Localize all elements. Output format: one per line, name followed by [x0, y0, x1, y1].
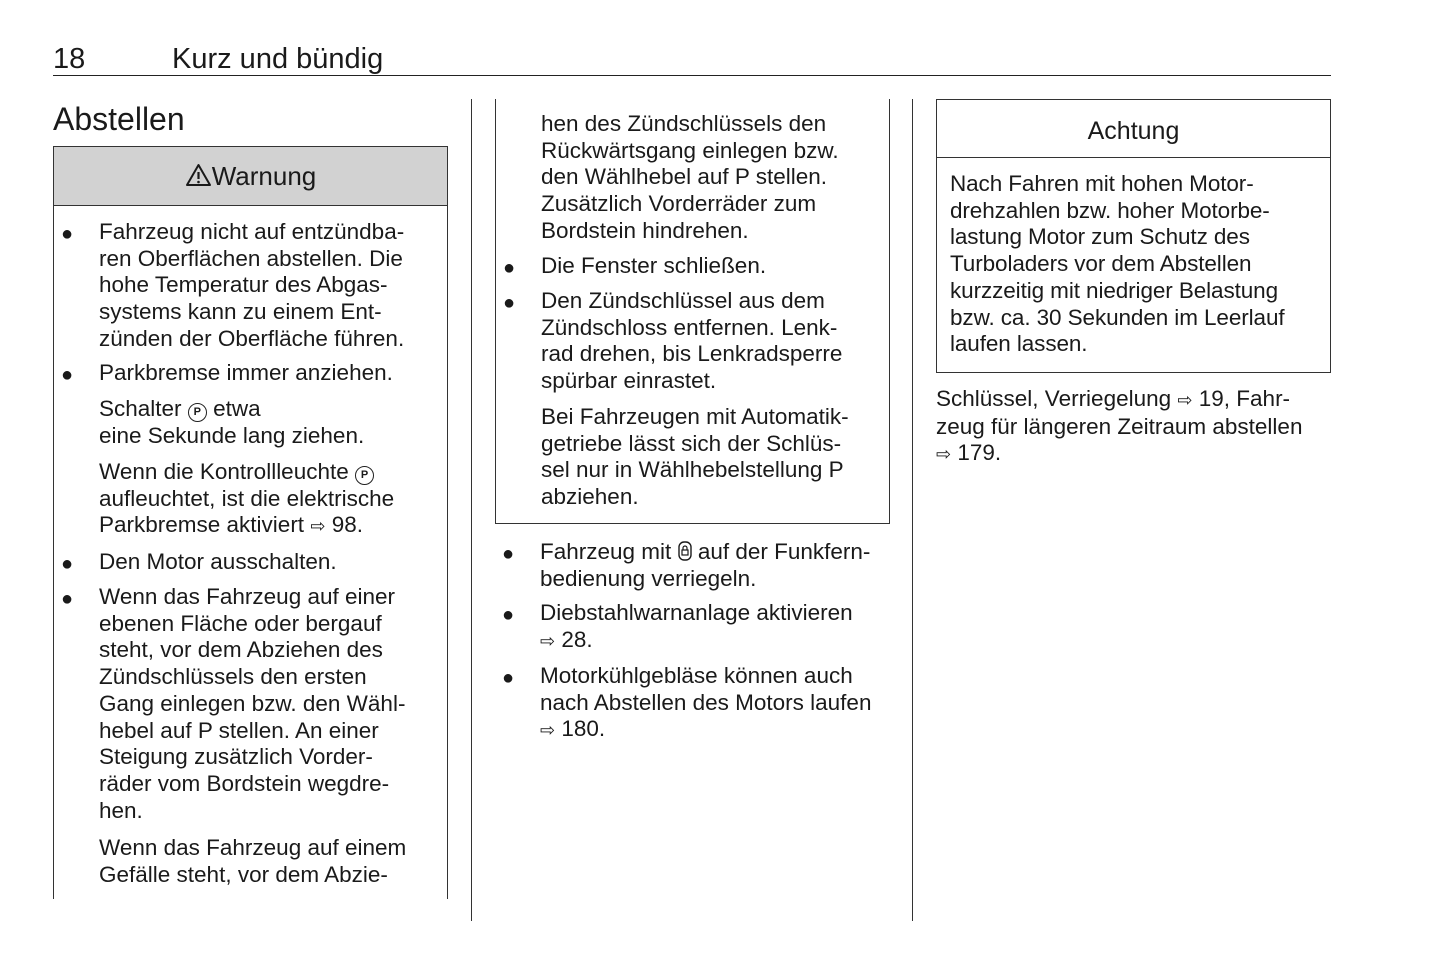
- warning-item-level-ground: Wenn das Fahrzeug auf einer ebenen Fläche oder bergauf steht, vor dem Abziehen des Zündschlüssels den ersten Gang einlegen bzw. den Wähl- hebel auf P stellen. An einer Steigung zusätzlich Vorder- räder vom Bordstein wegdre- hen.: [99, 584, 406, 823]
- page-number: 18: [53, 43, 86, 75]
- page-reference-179[interactable]: 179.: [957, 440, 1002, 466]
- remote-lock-icon: [678, 541, 692, 561]
- warning-automatic-paragraph: Bei Fahrzeugen mit Automatik- getriebe lässt sich der Schlüs- sel nur in Wählhebelstellung P abziehen.: [541, 404, 849, 510]
- page-reference-180[interactable]: 180.: [561, 716, 606, 742]
- bullet-icon: ●: [61, 588, 74, 610]
- page-reference-28[interactable]: 28.: [561, 626, 593, 652]
- warning-box: [53, 146, 448, 899]
- caution-box: [936, 99, 1331, 373]
- warning-item-engine-off: Den Motor ausschalten.: [99, 549, 337, 574]
- parkbrake-lamp-text: Wenn die Kontrollleuchte P aufleuchtet, ist die elektrische Parkbremse aktiviert ⇨ 98.: [99, 459, 394, 540]
- chapter-title: Kurz und bündig: [172, 43, 384, 75]
- reference-arrow-icon: ⇨: [1177, 390, 1193, 410]
- item-cooling-fans: Motorkühlgebläse können auch nach Abstellen des Motors laufen ⇨ 180.: [540, 663, 871, 744]
- section-title: Abstellen: [53, 101, 185, 137]
- warning-slope-continued: hen des Zündschlüssels den Rückwärtsgang einlegen bzw. den Wählhebel auf P stellen. Zusätzlich Vorderräder zum Bordstein hindrehen.: [541, 111, 839, 243]
- reference-arrow-icon: ⇨: [540, 720, 556, 741]
- warning-triangle-icon: [185, 163, 212, 187]
- column-divider-1: [471, 99, 472, 921]
- warning-item-parkbrake: Parkbremse immer anziehen.: [99, 360, 393, 385]
- bullet-icon: ●: [502, 543, 515, 565]
- caution-text: Nach Fahren mit hohen Motor- drehzahlen bzw. hoher Motorbe- lastung Motor zum Schutz des Turboladers vor dem Abstellen kurzzeitig mit niedriger Belastung bzw. ca. 30 Sekunden im Leerlauf laufen lassen.: [950, 171, 1285, 357]
- warning-item-surfaces: Fahrzeug nicht auf entzündba- ren Oberflächen abstellen. Die hohe Temperatur des Abgas- systems kann zu einem Ent- zünden der Oberfläche führen.: [99, 219, 405, 351]
- column-divider-2: [912, 99, 913, 921]
- parking-brake-icon: P: [188, 403, 207, 422]
- caution-header: [937, 100, 1330, 158]
- warning-title: Warnung: [211, 161, 317, 191]
- warning-header: [54, 147, 447, 206]
- bullet-icon: ●: [61, 223, 74, 245]
- bullet-icon: ●: [502, 667, 515, 689]
- bullet-icon: ●: [503, 257, 516, 279]
- reference-arrow-icon: ⇨: [310, 516, 326, 537]
- cross-references: Schlüssel, Verriegelung ⇨ 19, Fahr- zeug für längeren Zeitraum abstellen ⇨ 179.: [936, 386, 1302, 468]
- item-alarm: Diebstahlwarnanlage aktivieren ⇨ 28.: [540, 600, 853, 654]
- reference-arrow-icon: ⇨: [936, 444, 952, 465]
- warning-item-windows: Die Fenster schließen.: [541, 253, 767, 278]
- page-reference-98[interactable]: 98.: [331, 512, 363, 538]
- page-reference-19[interactable]: 19, Fahr-: [1198, 386, 1291, 411]
- item-lock-vehicle: Fahrzeug mit auf der Funkfern- bedienung verriegeln.: [540, 539, 871, 591]
- bullet-icon: ●: [61, 364, 74, 386]
- reference-arrow-icon: ⇨: [540, 630, 556, 651]
- bullet-icon: ●: [61, 553, 74, 575]
- bullet-icon: ●: [503, 292, 516, 314]
- parkbrake-switch-text: Schalter P etwa eine Sekunde lang ziehen.: [99, 396, 365, 448]
- caution-title: Achtung: [1087, 117, 1180, 145]
- warning-box-continued: [495, 99, 890, 524]
- warning-item-key: Den Zündschlüssel aus dem Zündschloss entfernen. Lenk- rad drehen, bis Lenkradsperre spürbar einrastet.: [541, 288, 843, 394]
- parking-brake-icon: P: [355, 466, 374, 485]
- header-divider: [53, 75, 1331, 76]
- bullet-icon: ●: [502, 604, 515, 626]
- warning-slope-paragraph: Wenn das Fahrzeug auf einem Gefälle steht, vor dem Abzie-: [99, 835, 407, 887]
